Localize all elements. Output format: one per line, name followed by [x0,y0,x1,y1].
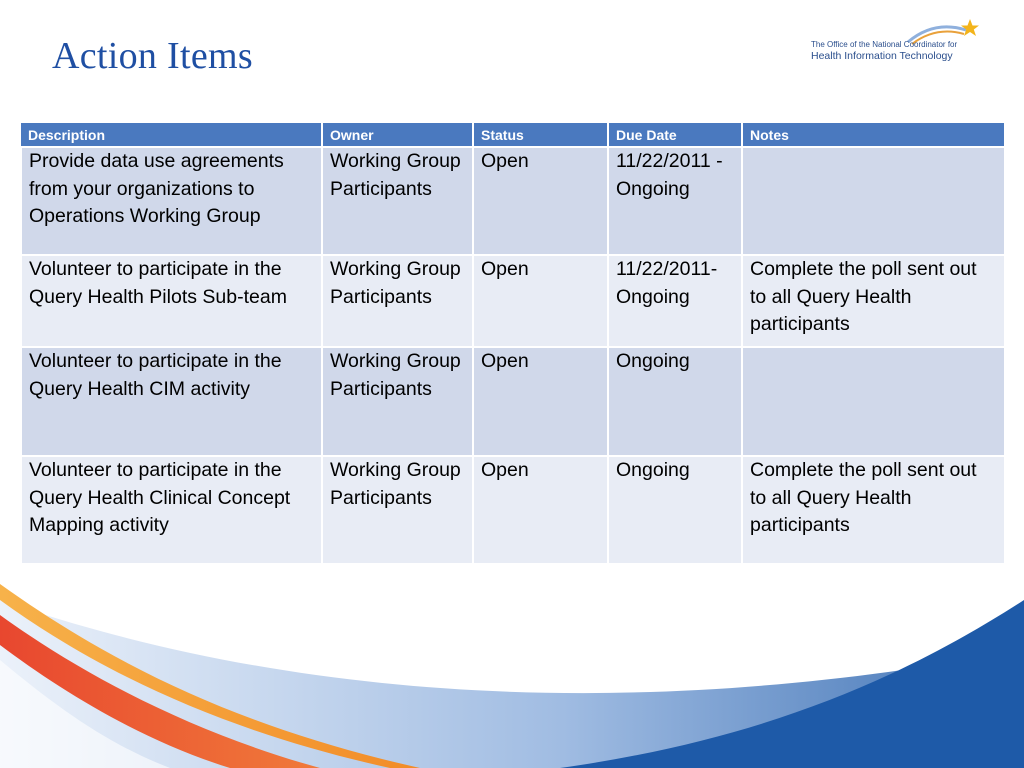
table-row [21,456,1005,564]
cell-description: Provide data use agreements from your organizations to Operations Working Group [21,147,322,255]
header-due-date: Due Date [608,123,742,147]
cell-due-date: Ongoing [608,347,742,456]
table-row [21,347,1005,456]
action-items-table [20,123,1006,565]
cell-owner: Working Group Participants [322,347,473,456]
cell-due-date: Ongoing [608,456,742,564]
cell-notes: Complete the poll sent out to all Query Health participants [742,456,1005,564]
cell-due-date: 11/22/2011- Ongoing [608,255,742,347]
cell-status: Open [473,347,608,456]
slide-title: Action Items [52,35,253,77]
cell-status: Open [473,255,608,347]
table-header-row [21,123,1005,147]
cell-description: Volunteer to participate in the Query Health Clinical Concept Mapping activity [21,456,322,564]
cell-notes [742,347,1005,456]
header-description: Description [21,123,322,147]
cell-due-date: 11/22/2011 - Ongoing [608,147,742,255]
header-owner: Owner [322,123,473,147]
cell-description: Volunteer to participate in the Query Health Pilots Sub-team [21,255,322,347]
cell-notes: Complete the poll sent out to all Query Health participants [742,255,1005,347]
logo-text-line2: Health Information Technology [811,50,953,62]
decorative-swoosh [0,560,1024,768]
cell-owner: Working Group Participants [322,147,473,255]
header-notes: Notes [742,123,1005,147]
cell-notes [742,147,1005,255]
table-row [21,255,1005,347]
logo-text-line1: The Office of the National Coordinator for [811,40,958,49]
cell-status: Open [473,147,608,255]
cell-status: Open [473,456,608,564]
cell-description: Volunteer to participate in the Query Health CIM activity [21,347,322,456]
onc-logo [808,18,983,66]
table-row [21,147,1005,255]
header-status: Status [473,123,608,147]
cell-owner: Working Group Participants [322,456,473,564]
cell-owner: Working Group Participants [322,255,473,347]
